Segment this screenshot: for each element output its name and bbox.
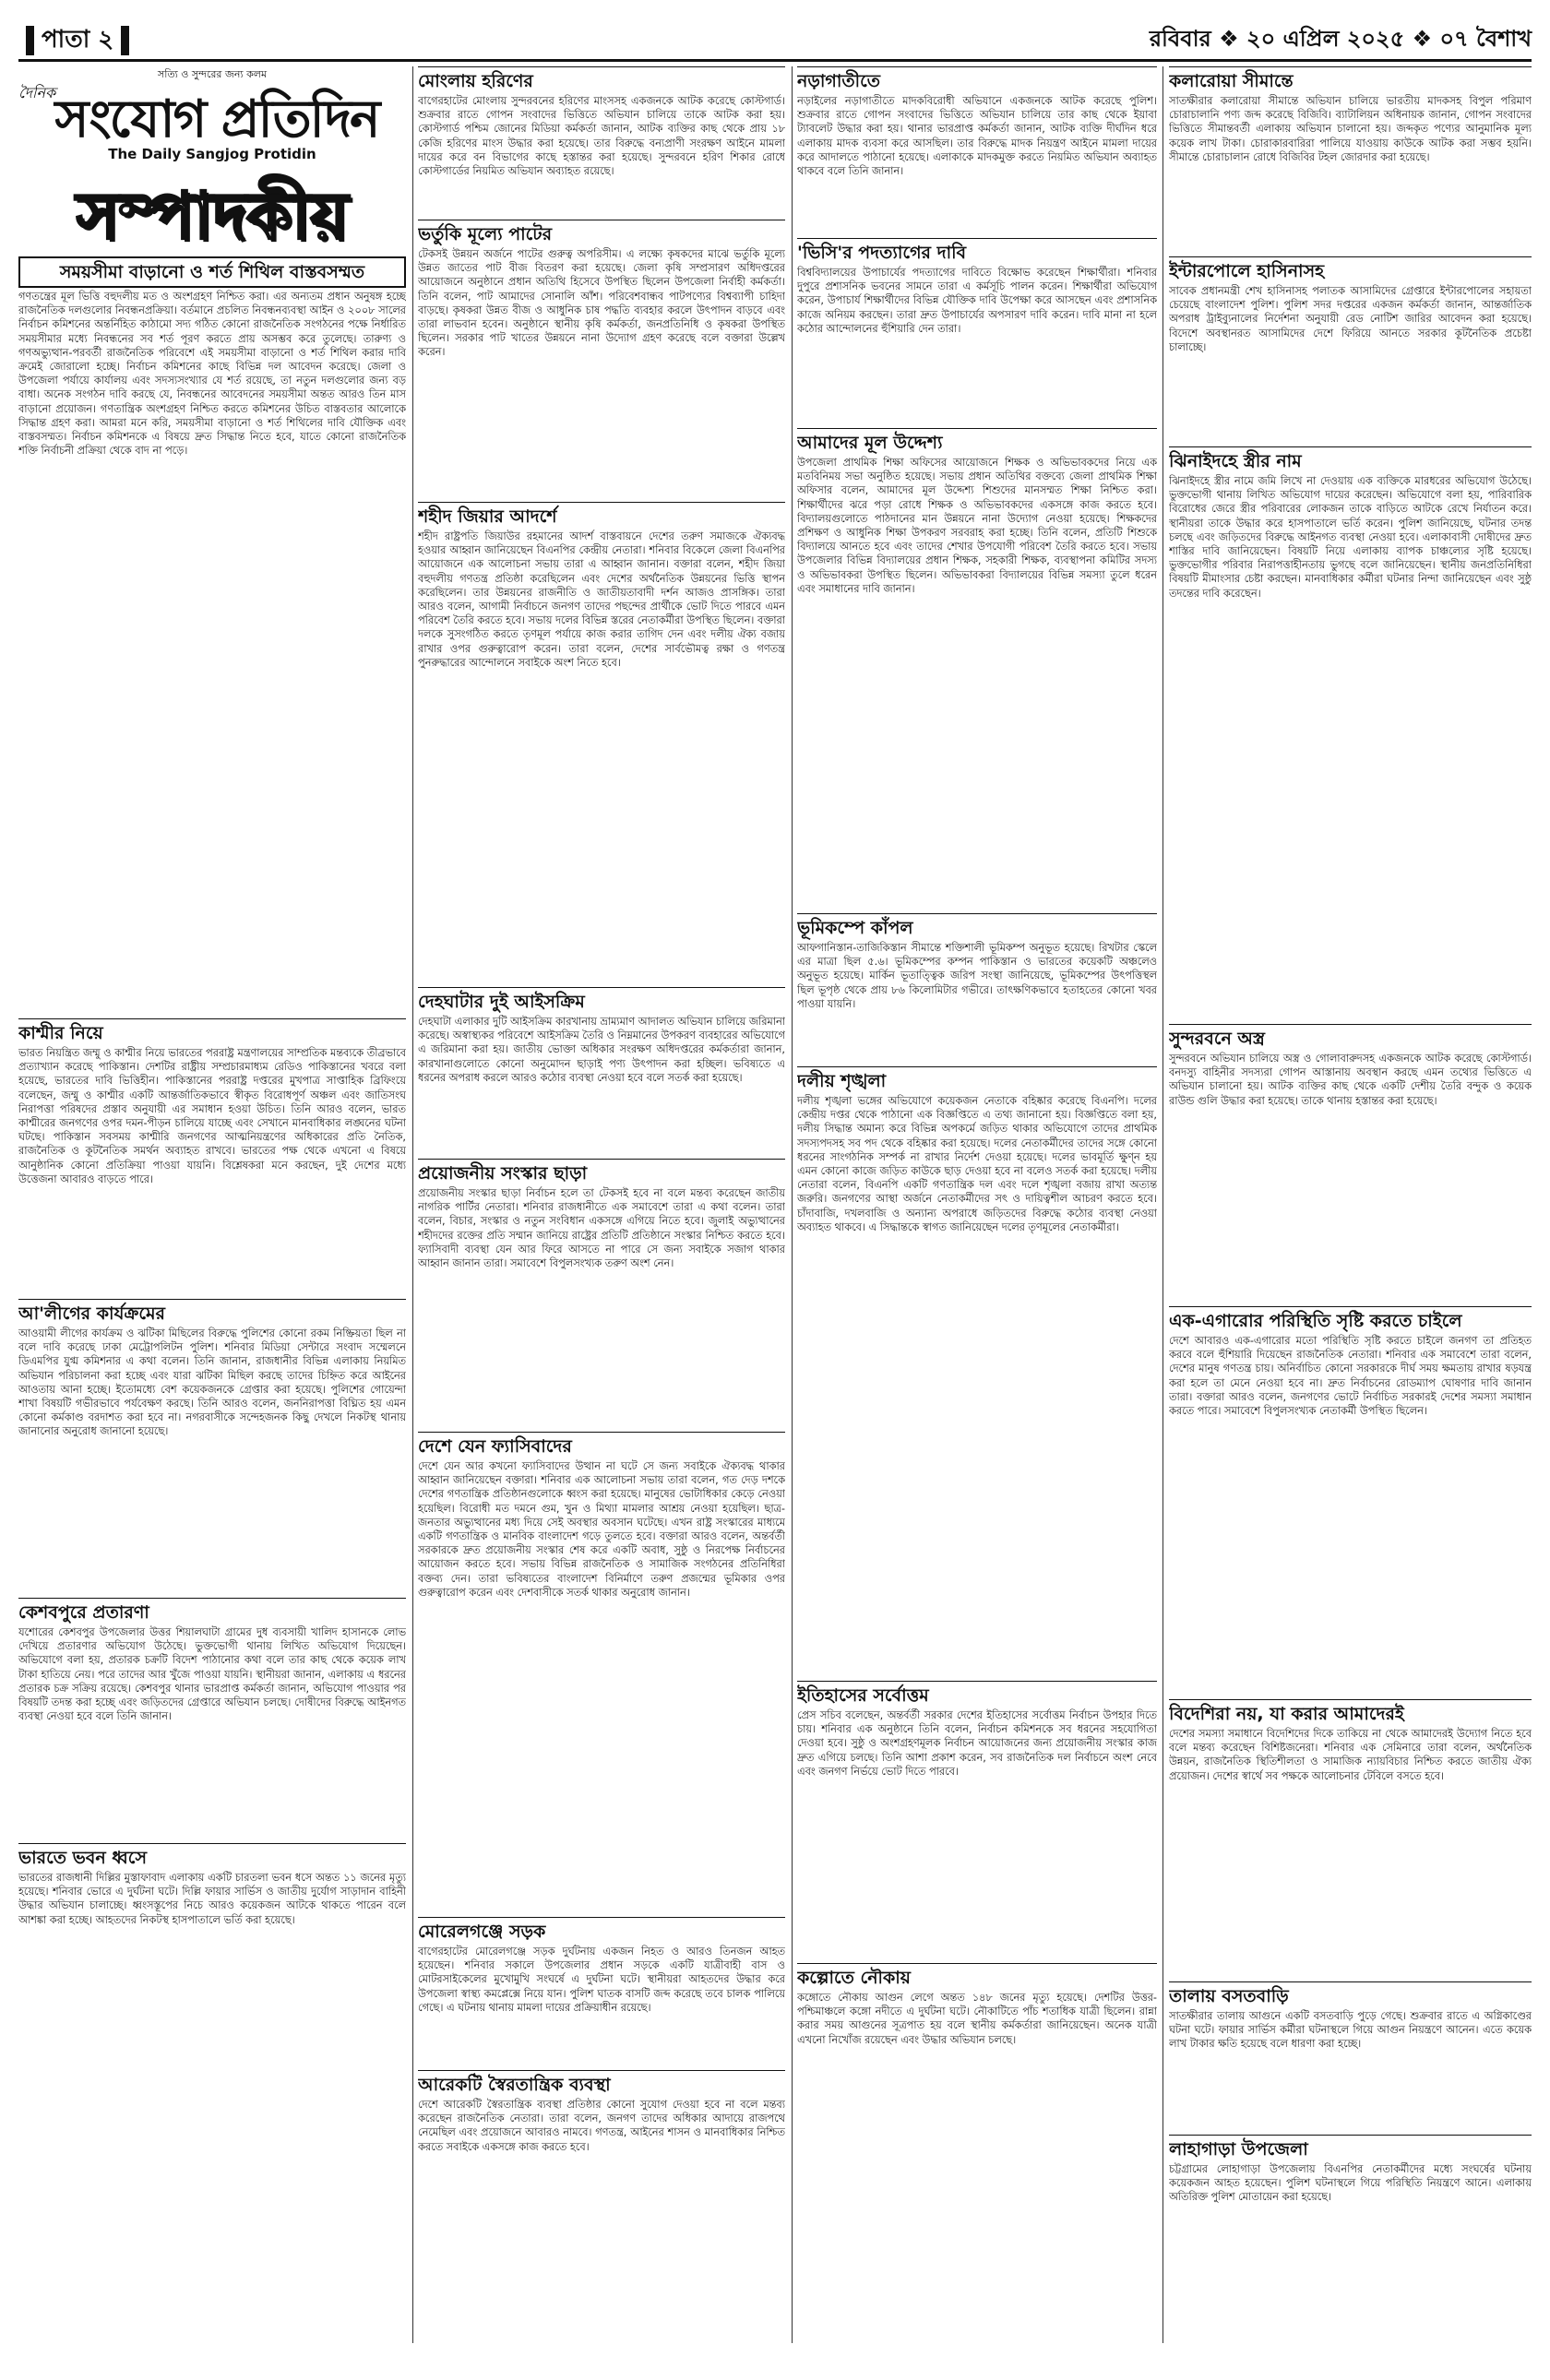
dateline: রবিবার ❖ ২০ এপ্রিল ২০২৫ ❖ ০৭ বৈশাখ	[1149, 26, 1532, 52]
article-body: ভারত নিয়ন্ত্রিত জম্মু ও কাশ্মীর নিয়ে ভারতের পররাষ্ট্র মন্ত্রণালয়ের সাম্প্রতিক মন্তব্যকে তীব্রভাবে প্রত্যাখ্যান করেছে পাকিস্তান। দেশটির রাষ্ট্রীয় সম্প্রচারমাধ্যম রেডিও পাকিস্তানের খবরে বলা হয়েছে, ভারতের দাবি ভিত্তিহীন। পাকিস্তানের পররাষ্ট্র দপ্তরের মুখপাত্র সাপ্তাহিক ব্রিফিংয়ে বলেছেন, জম্মু ও কাশ্মীর একটি আন্তর্জাতিকভাবে স্বীকৃত বিরোধপূর্ণ অঞ্চল এবং জাতিসংঘ নিরাপত্তা পরিষদের প্রস্তাব অনুযায়ী এর সমাধান হওয়া উচিত। তিনি আরও বলেন, ভারত কাশ্মীরের জনগণের ওপর দমন-পীড়ন চালিয়ে যাচ্ছে এবং সেখানে মানবাধিকার লঙ্ঘনের ঘটনা ঘটছে। পাকিস্তান সবসময় কাশ্মীরি জনগণের আত্মনিয়ন্ত্রণের অধিকারের প্রতি নৈতিক, রাজনৈতিক ও কূটনৈতিক সমর্থন অব্যাহত রাখবে। ভারতের পক্ষ থেকে এখনো এ বিষয়ে আনুষ্ঠানিক কোনো প্রতিক্রিয়া পাওয়া যায়নি। বিশ্লেষকরা মনে করছেন, দুই দেশের মধ্যে উত্তেজনা আবারও বাড়তে পারে।	[18, 1047, 406, 1185]
article-headline: লাহাগাড়া উপজেলা	[1169, 2135, 1532, 2160]
article	[1169, 1699, 1532, 1976]
article-body: দেশে যেন আর কখনো ফ্যাসিবাদের উত্থান না ঘটে সে জন্য সবাইকে ঐক্যবদ্ধ থাকার আহ্বান জানিয়েছেন বক্তারা। শনিবার এক আলোচনা সভায় তারা বলেন, গত দেড় দশকে দেশের গণতান্ত্রিক প্রতিষ্ঠানগুলোকে ধ্বংস করা হয়েছে। মানুষের ভোটাধিকার কেড়ে নেওয়া হয়েছিল। বিরোধী মত দমনে গুম, খুন ও মিথ্যা মামলার আশ্রয় নেওয়া হয়েছিল। ছাত্র-জনতার অভ্যুত্থানের মধ্য দিয়ে সেই অবস্থার অবসান ঘটেছে। এখন রাষ্ট্র সংস্কারের মাধ্যমে একটি গণতান্ত্রিক ও মানবিক বাংলাদেশ গড়ে তুলতে হবে। বক্তারা আরও বলেন, অন্তর্বর্তী সরকারকে দ্রুত প্রয়োজনীয় সংস্কার শেষ করে একটি অবাধ, সুষ্ঠু ও নিরপেক্ষ নির্বাচনের আয়োজন করতে হবে। সভায় বিভিন্ন রাজনৈতিক ও সামাজিক সংগঠনের প্রতিনিধিরা বক্তব্য দেন। তারা ভবিষ্যতের বাংলাদেশ বিনির্মাণে তরুণ প্রজন্মের ভূমিকার ওপর গুরুত্বারোপ করেন এবং দেশবাসীকে সতর্ক থাকার অনুরোধ জানান।	[418, 1460, 785, 1599]
article	[797, 238, 1157, 422]
article	[418, 1159, 785, 1426]
article-headline: ইতিহাসের সর্বোত্তম	[797, 1681, 1157, 1707]
article	[18, 1843, 406, 1954]
article-headline: আমাদের মূল উদ্দেশ্য	[797, 428, 1157, 454]
editorial-banner: সম্পাদকীয়	[76, 177, 349, 254]
article-body: শহীদ রাষ্ট্রপতি জিয়াউর রহমানের আদর্শ বাস্তবায়নে দেশের তরুণ সমাজকে ঐক্যবদ্ধ হওয়ার আহ্বান জানিয়েছেন বিএনপির কেন্দ্রীয় নেতারা। শনিবার বিকেলে জেলা বিএনপির আয়োজনে এক আলোচনা সভায় তারা এ আহ্বান জানান। বক্তারা বলেন, শহীদ জিয়া বহুদলীয় গণতন্ত্র প্রতিষ্ঠা করেছিলেন এবং দেশের অর্থনৈতিক উন্নয়নের ভিত্তি স্থাপন করেছিলেন। তার উন্নয়নের রাজনীতি ও জাতীয়তাবাদী দর্শন আজও প্রাসঙ্গিক। তারা আরও বলেন, আগামী নির্বাচনে জনগণ তাদের পছন্দের প্রার্থীকে ভোট দিতে পারবে এমন পরিবেশ তৈরি করতে হবে। সভায় দলের বিভিন্ন স্তরের নেতাকর্মীরা উপস্থিত ছিলেন। বক্তারা দলকে সুসংগঠিত করতে তৃণমূল পর্যায়ে কাজ করার তাগিদ দেন এবং দলীয় ঐক্য বজায় রাখার ওপর গুরুত্বারোপ করেন। তারা বলেন, দেশের সার্বভৌমত্ব রক্ষা ও গণতন্ত্র পুনরুদ্ধারের আন্দোলনে সবাইকে অংশ নিতে হবে।	[418, 530, 785, 669]
article	[1169, 2135, 1532, 2319]
masthead-daily: দৈনিক	[18, 84, 56, 101]
article	[418, 502, 785, 982]
article-body: দেশে আবারও এক-এগারোর মতো পরিস্থিতি সৃষ্টি করতে চাইলে জনগণ তা প্রতিহত করবে বলে হুঁশিয়ারি দিয়েছেন রাজনৈতিক নেতারা। শনিবার এক সমাবেশে তারা বলেন, দেশের মানুষ গণতন্ত্র চায়। অনির্বাচিত কোনো সরকারকে দীর্ঘ সময় ক্ষমতায় রাখার ষড়যন্ত্র করা হলে তা মেনে নেওয়া হবে না। দ্রুত নির্বাচনের রোডম্যাপ ঘোষণার দাবি জানান তারা। বক্তারা আরও বলেন, জনগণের ভোটে নির্বাচিত সরকারই দেশের সমস্যা সমাধান করতে পারে। সমাবেশে বিপুলসংখ্যক নেতাকর্মী উপস্থিত ছিলেন।	[1169, 1335, 1532, 1418]
article	[797, 1681, 1157, 1958]
article	[797, 428, 1157, 908]
article	[1169, 1024, 1532, 1301]
article-headline: এক-এগারোর পরিস্থিতি সৃষ্টি করতে চাইলে	[1169, 1306, 1532, 1332]
article	[418, 2070, 785, 2181]
article	[1169, 256, 1532, 441]
article	[797, 66, 1157, 232]
article-headline: মোংলায় হরিণের	[418, 66, 785, 92]
article-body: ঝিনাইদহে স্ত্রীর নামে জমি লিখে না দেওয়ায় এক ব্যক্তিকে মারধরের অভিযোগ উঠেছে। ভুক্তভোগী থানায় লিখিত অভিযোগ দায়ের করেছেন। অভিযোগে বলা হয়, পারিবারিক বিরোধের জেরে স্ত্রীর পরিবারের লোকজন তাকে বাড়িতে আটকে রেখে নির্যাতন করে। স্থানীয়রা তাকে উদ্ধার করে হাসপাতালে ভর্তি করেন। পুলিশ জানিয়েছে, ঘটনার তদন্ত চলছে এবং জড়িতদের বিরুদ্ধে আইনগত ব্যবস্থা নেওয়া হবে। এলাকাবাসী দোষীদের দ্রুত শাস্তির দাবি জানিয়েছেন। বিষয়টি নিয়ে এলাকায় ব্যাপক চাঞ্চল্যের সৃষ্টি হয়েছে। ভুক্তভোগীর পরিবার নিরাপত্তাহীনতায় ভুগছে বলে জানিয়েছেন। স্থানীয় জনপ্রতিনিধিরা বিষয়টি মীমাংসার চেষ্টা করছেন। মানবাধিকার কর্মীরা ঘটনার নিন্দা জানিয়েছেন এবং সুষ্ঠু তদন্তের দাবি করেছেন।	[1169, 475, 1532, 600]
article-body: চট্টগ্রামের লোহাগাড়া উপজেলায় বিএনপির নেতাকর্মীদের মধ্যে সংঘর্ষের ঘটনায় কয়েকজন আহত হয়েছেন। পুলিশ ঘটনাস্থলে গিয়ে পরিস্থিতি নিয়ন্ত্রণে আনে। এলাকায় অতিরিক্ত পুলিশ মোতায়েন করা হয়েছে।	[1169, 2163, 1532, 2204]
article	[418, 220, 785, 496]
article-body: সাতক্ষীরার কলারোয়া সীমান্তে অভিযান চালিয়ে ভারতীয় মাদকসহ বিপুল পরিমাণ চোরাচালানি পণ্য জব্দ করেছে বিজিবি। ব্যাটালিয়ন অধিনায়ক জানান, গোপন সংবাদের ভিত্তিতে সীমান্তবর্তী এলাকায় অভিযান চালানো হয়। জব্দকৃত পণ্যের আনুমানিক মূল্য কয়েক লাখ টাকা। চোরাকারবারিরা পালিয়ে যাওয়ায় কাউকে আটক করা সম্ভব হয়নি। সীমান্তে চোরাচালান রোধে বিজিবির টহল জোরদার করা হয়েছে।	[1169, 95, 1532, 163]
article	[418, 1917, 785, 2065]
article-body: যশোরের কেশবপুর উপজেলার উত্তর শিয়ালঘাটা গ্রামের দুধ ব্যবসায়ী খালিদ হাসানকে লোভ দেখিয়ে প্রতারণার অভিযোগ উঠেছে। ভুক্তভোগী থানায় লিখিত অভিযোগ দিয়েছেন। অভিযোগে বলা হয়, প্রতারক চক্রটি বিদেশ পাঠানোর কথা বলে তার কাছ থেকে কয়েক লাখ টাকা হাতিয়ে নেয়। পরে তাদের আর খুঁজে পাওয়া যায়নি। স্থানীয়রা জানান, এলাকায় এ ধরনের প্রতারক চক্র সক্রিয় রয়েছে। কেশবপুর থানার ভারপ্রাপ্ত কর্মকর্তা জানান, অভিযোগ পাওয়ার পর বিষয়টি তদন্ত করা হচ্ছে এবং জড়িতদের গ্রেপ্তারে অভিযান চলছে। দোষীদের বিরুদ্ধে আইনগত ব্যবস্থা নেওয়া হবে বলে তিনি জানান।	[18, 1626, 406, 1723]
article-headline: মোরেলগঞ্জে সড়ক	[418, 1917, 785, 1943]
article	[1169, 1981, 1532, 2129]
article-headline: ভর্তুকি মূল্যে পাটের	[418, 220, 785, 245]
newspaper-page	[18, 18, 1532, 2343]
article-body: প্রয়োজনীয় সংস্কার ছাড়া নির্বাচন হলে তা টেকসই হবে না বলে মন্তব্য করেছেন জাতীয় নাগরিক পার্টির নেতারা। শনিবার রাজধানীতে এক সমাবেশে তারা এ কথা বলেন। তারা বলেন, বিচার, সংস্কার ও নতুন সংবিধান একসঙ্গে এগিয়ে নিতে হবে। জুলাই অভ্যুত্থানের শহীদদের রক্তের প্রতি সম্মান জানিয়ে রাষ্ট্রের প্রতিটি প্রতিষ্ঠানে সংস্কার নিশ্চিত করতে হবে। ফ্যাসিবাদী ব্যবস্থা যেন আর ফিরে আসতে না পারে সে জন্য সবাইকে সজাগ থাকার আহ্বান জানান তারা। সমাবেশে বিপুলসংখ্যক তরুণ অংশ নেন।	[418, 1187, 785, 1270]
article-headline: 'ভিসি'র পদত্যাগের দাবি	[797, 238, 1157, 264]
article-headline: সময়সীমা বাড়ানো ও শর্ত শিথিল বাস্তবসম্মত	[18, 256, 406, 288]
column-rule	[412, 66, 413, 2343]
article-headline: ইন্টারপোলে হাসিনাসহ	[1169, 256, 1532, 282]
article-headline: কেশবপুরে প্রতারণা	[18, 1598, 406, 1624]
masthead-english: The Daily Sangjog Protidin	[108, 146, 316, 162]
article-headline: সুন্দরবনে অস্ত্র	[1169, 1024, 1532, 1050]
article-headline: কল্পোতে নৌকায়	[797, 1963, 1157, 1989]
article-body: কঙ্গোতে নৌকায় আগুন লেগে অন্তত ১৪৮ জনের মৃত্যু হয়েছে। দেশটির উত্তর-পশ্চিমাঞ্চলে কঙ্গো নদীতে এ দুর্ঘটনা ঘটে। নৌকাটিতে পাঁচ শতাধিক যাত্রী ছিলেন। রান্না করার সময় আগুনের সূত্রপাত হয় বলে স্থানীয় কর্মকর্তারা জানিয়েছেন। অনেক যাত্রী এখনো নিখোঁজ রয়েছেন এবং উদ্ধার অভিযান চলছে।	[797, 1992, 1157, 2046]
article-body: দেশে আরেকটি স্বৈরতান্ত্রিক ব্যবস্থা প্রতিষ্ঠার কোনো সুযোগ দেওয়া হবে না বলে মন্তব্য করেছেন রাজনৈতিক নেতারা। তারা বলেন, জনগণ তাদের অধিকার আদায়ে রাজপথে নেমেছিল এবং প্রয়োজনে আবারও নামবে। গণতন্ত্র, আইনের শাসন ও মানবাধিকার নিশ্চিত করতে সবাইকে একসঙ্গে কাজ করতে হবে।	[418, 2099, 785, 2153]
article	[18, 1299, 406, 1592]
article-headline: কলারোয়া সীমান্তে	[1169, 66, 1532, 92]
column-rule	[792, 66, 793, 2343]
article-body: বিশ্ববিদ্যালয়ের উপাচার্যের পদত্যাগের দাবিতে বিক্ষোভ করেছেন শিক্ষার্থীরা। শনিবার দুপুরে প্রশাসনিক ভবনের সামনে তারা এ কর্মসূচি পালন করেন। শিক্ষার্থীরা অভিযোগ করেন, উপাচার্য শিক্ষার্থীদের বিভিন্ন যৌক্তিক দাবি উপেক্ষা করে আসছেন এবং প্রশাসনিক কাজে অনিয়ম করছেন। তারা দ্রুত উপাচার্যের অপসারণ দাবি করেন। দাবি মানা না হলে কঠোর আন্দোলনের হুঁশিয়ারি দেন তারা।	[797, 267, 1157, 335]
article-body: দেশের সমস্যা সমাধানে বিদেশিদের দিকে তাকিয়ে না থেকে আমাদেরই উদ্যোগ নিতে হবে বলে মন্তব্য করেছেন বিশিষ্টজনেরা। শনিবার এক সেমিনারে তারা বলেন, অর্থনৈতিক উন্নয়ন, রাজনৈতিক স্থিতিশীলতা ও সামাজিক ন্যায়বিচার নিশ্চিত করতে জাতীয় ঐক্য প্রয়োজন। দেশের স্বার্থে সব পক্ষকে আলোচনার টেবিলে বসতে হবে।	[1169, 1728, 1532, 1782]
article-body: বাগেরহাটের মোরেলগঞ্জে সড়ক দুর্ঘটনায় একজন নিহত ও আরও তিনজন আহত হয়েছেন। শনিবার সকালে উপজেলার প্রধান সড়কে একটি যাত্রীবাহী বাস ও মোটরসাইকেলের মুখোমুখি সংঘর্ষে এ দুর্ঘটনা ঘটে। স্থানীয়রা আহতদের উদ্ধার করে উপজেলা স্বাস্থ্য কমপ্লেক্সে নিয়ে যান। পুলিশ ঘাতক বাসটি জব্দ করেছে তবে চালক পালিয়ে গেছে। এ ঘটনায় থানায় মামলা দায়ের প্রক্রিয়াধীন রয়েছে।	[418, 1946, 785, 2014]
article-body: সাতক্ষীরার তালায় আগুনে একটি বসতবাড়ি পুড়ে গেছে। শুক্রবার রাতে এ অগ্নিকাণ্ডের ঘটনা ঘটে। ফায়ার সার্ভিস কর্মীরা ঘটনাস্থলে গিয়ে আগুন নিয়ন্ত্রণে আনেন। এতে কয়েক লাখ টাকার ক্ষতি হয়েছে বলে ধারণা করা হচ্ছে।	[1169, 2010, 1532, 2051]
page-number: পাতা ২	[18, 20, 137, 61]
article-headline: ঝিনাইদহে স্ত্রীর নাম	[1169, 446, 1532, 472]
article	[1169, 66, 1532, 251]
article	[418, 66, 785, 214]
article-headline: দেহঘাটার দুই আইসক্রিম	[418, 987, 785, 1013]
page-header	[18, 18, 1532, 62]
column-rule	[1162, 66, 1163, 2343]
article-headline: বিদেশিরা নয়, যা করার আমাদেরই	[1169, 1699, 1532, 1725]
article-headline: ভূমিকম্পে কাঁপল	[797, 913, 1157, 939]
article-headline: কাশ্মীর নিয়ে	[18, 1018, 406, 1044]
article-headline: তালায় বসতবাড়ি	[1169, 1981, 1532, 2007]
article-body: সাবেক প্রধানমন্ত্রী শেখ হাসিনাসহ পলাতক আসামিদের গ্রেপ্তারে ইন্টারপোলের সহায়তা চেয়েছে বাংলাদেশ পুলিশ। পুলিশ সদর দপ্তরের একজন কর্মকর্তা জানান, আন্তর্জাতিক অপরাধ ট্রাইব্যুনালের নির্দেশনা অনুযায়ী রেড নোটিশ জারির আবেদন করা হয়েছে। বিদেশে অবস্থানরত আসামিদের দেশে ফিরিয়ে আনতে সরকার কূটনৈতিক প্রচেষ্টা চালাচ্ছে।	[1169, 285, 1532, 353]
article-headline: আ'লীগের কার্যক্রমের	[18, 1299, 406, 1325]
article-body: দলীয় শৃঙ্খলা ভঙ্গের অভিযোগে কয়েকজন নেতাকে বহিষ্কার করেছে বিএনপি। দলের কেন্দ্রীয় দপ্তর থেকে পাঠানো এক বিজ্ঞপ্তিতে এ তথ্য জানানো হয়। বিজ্ঞপ্তিতে বলা হয়, দলীয় সিদ্ধান্ত অমান্য করে বিভিন্ন অপকর্মে জড়িত থাকার অভিযোগে তাদের প্রাথমিক সদস্যপদসহ সব পদ থেকে বহিষ্কার করা হয়েছে। দলের নেতাকর্মীদের তাদের সঙ্গে কোনো ধরনের সাংগঠনিক সম্পর্ক না রাখার নির্দেশ দেওয়া হয়েছে। দলের ভাবমূর্তি ক্ষুণ্ন হয় এমন কোনো কাজে জড়িত কাউকে ছাড় দেওয়া হবে না বলেও সতর্ক করা হয়েছে। দলীয় নেতারা বলেন, বিএনপি একটি গণতান্ত্রিক দল এবং দলে শৃঙ্খলা বজায় রাখা অত্যন্ত জরুরি। জনগণের আস্থা অর্জনে নেতাকর্মীদের সৎ ও দায়িত্বশীল আচরণ করতে হবে। চাঁদাবাজি, দখলবাজি ও অন্যান্য অপরাধে জড়িতদের বিরুদ্ধে কঠোর ব্যবস্থা নেওয়া অব্যাহত থাকবে। এ সিদ্ধান্তকে স্বাগত জানিয়েছেন দলের তৃণমূলের নেতাকর্মীরা।	[797, 1095, 1157, 1233]
article	[797, 1066, 1157, 1675]
article-body: উপজেলা প্রাথমিক শিক্ষা অফিসের আয়োজনে শিক্ষক ও অভিভাবকদের নিয়ে এক মতবিনিময় সভা অনুষ্ঠিত হয়েছে। সভায় প্রধান অতিথির বক্তব্যে জেলা প্রাথমিক শিক্ষা অফিসার বলেন, আমাদের মূল উদ্দেশ্য শিশুদের মানসম্মত শিক্ষা নিশ্চিত করা। শিক্ষার্থীদের ঝরে পড়া রোধে শিক্ষক ও অভিভাবকদের একসঙ্গে কাজ করতে হবে। বিদ্যালয়গুলোতে পাঠদানের মান উন্নয়নে নানা উদ্যোগ নেওয়া হয়েছে। শিক্ষকদের প্রশিক্ষণ ও আধুনিক শিক্ষা উপকরণ সরবরাহ করা হচ্ছে। তিনি বলেন, প্রতিটি শিশুকে বিদ্যালয়ে আনতে হবে এবং তাদের শেখার উপযোগী পরিবেশ তৈরি করতে হবে। সভায় উপজেলার বিভিন্ন বিদ্যালয়ের প্রধান শিক্ষক, সহকারী শিক্ষক, ব্যবস্থাপনা কমিটির সদস্য ও অভিভাবকরা উপস্থিত ছিলেন। অভিভাবকরা বিদ্যালয়ের বিভিন্ন সমস্যা তুলে ধরেন এবং সমাধানের দাবি জানান।	[797, 457, 1157, 595]
article	[18, 256, 406, 1013]
article-headline: আরেকটি স্বৈরতান্ত্রিক ব্যবস্থা	[418, 2070, 785, 2096]
article-headline: শহীদ জিয়ার আদর্শে	[418, 502, 785, 528]
article-body: নড়াইলের নড়াগাতীতে মাদকবিরোধী অভিযানে একজনকে আটক করেছে পুলিশ। শুক্রবার রাতে গোপন সংবাদের ভিত্তিতে অভিযান চালিয়ে তার কাছ থেকে ইয়াবা ট্যাবলেট উদ্ধার করা হয়। থানার ভারপ্রাপ্ত কর্মকর্তা জানান, আটক ব্যক্তি দীর্ঘদিন ধরে এলাকায় মাদক ব্যবসা করে আসছিল। তার বিরুদ্ধে মাদক নিয়ন্ত্রণ আইনে মামলা দায়ের করে আদালতে পাঠানো হয়েছে। এলাকাকে মাদকমুক্ত করতে নিয়মিত অভিযান অব্যাহত থাকবে বলে তিনি জানান।	[797, 95, 1157, 178]
article-body: ভারতের রাজধানী দিল্লির মুস্তাফাবাদ এলাকায় একটি চারতলা ভবন ধসে অন্তত ১১ জনের মৃত্যু হয়েছে। শনিবার ভোরে এ দুর্ঘটনা ঘটে। দিল্লি ফায়ার সার্ভিস ও জাতীয় দুর্যোগ সাড়াদান বাহিনী উদ্ধার অভিযান চালাচ্ছে। ধ্বংসস্তূপের নিচে আরও কয়েকজন আটকে থাকতে পারেন বলে আশঙ্কা করা হচ্ছে। আহতদের নিকটস্থ হাসপাতালে ভর্তি করা হয়েছে।	[18, 1872, 406, 1926]
article	[418, 987, 785, 1153]
masthead-tagline: সত্যি ও সুন্দরের জন্য কলম	[157, 68, 268, 80]
masthead	[18, 66, 406, 168]
article	[1169, 446, 1532, 1018]
article	[418, 1432, 785, 1911]
article	[1169, 1306, 1532, 1694]
article	[18, 1018, 406, 1291]
article-headline: প্রয়োজনীয় সংস্কার ছাড়া	[418, 1159, 785, 1184]
article-body: সুন্দরবনে অভিযান চালিয়ে অস্ত্র ও গোলাবারুদসহ একজনকে আটক করেছে কোস্টগার্ড। বনদস্যু বাহিনীর সদস্যরা গোপন আস্তানায় অবস্থান করছে এমন তথ্যের ভিত্তিতে এ অভিযান চালানো হয়। আটক ব্যক্তির কাছ থেকে একটি দেশীয় তৈরি বন্দুক ও কয়েক রাউন্ড গুলি উদ্ধার করা হয়েছে। তাকে থানায় হস্তান্তর করা হয়েছে।	[1169, 1053, 1532, 1107]
article-body: আওয়ামী লীগের কার্যক্রম ও ঝটিকা মিছিলের বিরুদ্ধে পুলিশের কোনো রকম নিষ্ক্রিয়তা ছিল না বলে দাবি করেছে ঢাকা মেট্রোপলিটন পুলিশ। শনিবার মিডিয়া সেন্টারে সংবাদ সম্মেলনে ডিএমপির যুগ্ম কমিশনার এ কথা বলেন। তিনি জানান, রাজধানীর বিভিন্ন এলাকায় নিয়মিত অভিযান পরিচালনা করা হচ্ছে এবং যারা ঝটিকা মিছিল করছে তাদের চিহ্নিত করে আইনের আওতায় আনা হচ্ছে। ইতোমধ্যে বেশ কয়েকজনকে গ্রেপ্তার করা হয়েছে। পুলিশের গোয়েন্দা শাখা বিষয়টি গভীরভাবে পর্যবেক্ষণ করছে। তিনি আরও বলেন, জননিরাপত্তা বিঘ্নিত হয় এমন কোনো কর্মকাণ্ড বরদাশত করা হবে না। নগরবাসীকে সন্দেহজনক কিছু দেখলে নিকটস্থ থানায় জানানোর অনুরোধ জানানো হয়েছে।	[18, 1327, 406, 1438]
article-body: টেকসই উন্নয়ন অর্জনে পাটের গুরুত্ব অপরিসীম। এ লক্ষ্যে কৃষকদের মাঝে ভর্তুকি মূল্যে উন্নত জাতের পাট বীজ বিতরণ করা হয়েছে। জেলা কৃষি সম্প্রসারণ অধিদপ্তরের আয়োজনে অনুষ্ঠানে প্রধান অতিথি হিসেবে উপস্থিত ছিলেন উপজেলা নির্বাহী কর্মকর্তা। তিনি বলেন, পাট আমাদের সোনালি আঁশ। পরিবেশবান্ধব পাটপণ্যের বিশ্বব্যাপী চাহিদা বাড়ছে। কৃষকরা উন্নত বীজ ও আধুনিক চাষ পদ্ধতি ব্যবহার করলে উৎপাদন বাড়বে এবং তারা লাভবান হবেন। অনুষ্ঠানে স্থানীয় কৃষি কর্মকর্তা, জনপ্রতিনিধি ও কৃষকরা উপস্থিত ছিলেন। সরকার পাট খাতের উন্নয়নে নানা উদ্যোগ গ্রহণ করেছে বলে বক্তারা উল্লেখ করেন।	[418, 248, 785, 359]
article-body: আফগানিস্তান-তাজিকিস্তান সীমান্তে শক্তিশালী ভূমিকম্প অনুভূত হয়েছে। রিখটার স্কেলে এর মাত্রা ছিল ৫.৬। ভূমিকম্পের কম্পন পাকিস্তান ও ভারতের কয়েকটি অঞ্চলেও অনুভূত হয়েছে। মার্কিন ভূতাত্ত্বিক জরিপ সংস্থা জানিয়েছে, ভূমিকম্পের উৎপত্তিস্থল ছিল ভূপৃষ্ঠ থেকে প্রায় ৮৬ কিলোমিটার গভীরে। তাৎক্ষণিকভাবে হতাহতের কোনো খবর পাওয়া যায়নি।	[797, 942, 1157, 1010]
article-headline: নড়াগাতীতে	[797, 66, 1157, 92]
article	[797, 913, 1157, 1061]
article-body: বাগেরহাটের মোংলায় সুন্দরবনের হরিণের মাংসসহ একজনকে আটক করেছে কোস্টগার্ড। শুক্রবার রাতে গোপন সংবাদের ভিত্তিতে অভিযান চালিয়ে তাকে আটক করা হয়। কোস্টগার্ড পশ্চিম জোনের মিডিয়া কর্মকর্তা জানান, আটক ব্যক্তির কাছ থেকে প্রায় ১৮ কেজি হরিণের মাংস উদ্ধার করা হয়েছে। তার বিরুদ্ধে বন্যপ্রাণী সংরক্ষণ আইনে মামলা দায়ের করে বন বিভাগের কাছে হস্তান্তর করা হয়েছে। সুন্দরবনে হরিণ শিকার রোধে কোস্টগার্ডের নিয়মিত অভিযান অব্যাহত রয়েছে।	[418, 95, 785, 178]
article-body: দেহঘাটা এলাকার দুটি আইসক্রিম কারখানায় ভ্রাম্যমাণ আদালত অভিযান চালিয়ে জরিমানা করেছে। অস্বাস্থ্যকর পরিবেশে আইসক্রিম তৈরি ও নিম্নমানের উপকরণ ব্যবহারের অভিযোগে এ জরিমানা করা হয়। জাতীয় ভোক্তা অধিকার সংরক্ষণ অধিদপ্তরের কর্মকর্তারা জানান, কারখানাগুলোতে কোনো অনুমোদন ছাড়াই পণ্য উৎপাদন করা হচ্ছিল। ভবিষ্যতে এ ধরনের অপরাধ করলে আরও কঠোর ব্যবস্থা নেওয়া হবে বলে সতর্ক করা হয়েছে।	[418, 1016, 785, 1084]
article-headline: দেশে যেন ফ্যাসিবাদের	[418, 1432, 785, 1458]
article-headline: দলীয় শৃঙ্খলা	[797, 1066, 1157, 1092]
article	[797, 1963, 1157, 2148]
article-body: প্রেস সচিব বলেছেন, অন্তর্বর্তী সরকার দেশের ইতিহাসের সর্বোত্তম নির্বাচন উপহার দিতে চায়। শনিবার এক অনুষ্ঠানে তিনি বলেন, নির্বাচন কমিশনকে সব ধরনের সহযোগিতা দেওয়া হবে। সুষ্ঠু ও অংশগ্রহণমূলক নির্বাচন আয়োজনের জন্য প্রয়োজনীয় সংস্কার কাজ দ্রুত এগিয়ে চলছে। তিনি আশা প্রকাশ করেন, সব রাজনৈতিক দল নির্বাচনে অংশ নেবে এবং জনগণ নির্ভয়ে ভোট দিতে পারবে।	[797, 1709, 1157, 1778]
article-body: গণতন্ত্রের মূল ভিত্তি বহুদলীয় মত ও অংশগ্রহণ নিশ্চিত করা। এর অন্যতম প্রধান অনুষঙ্গ হচ্ছে রাজনৈতিক দলগুলোর নিবন্ধনপ্রক্রিয়া। বর্তমানে প্রচলিত নিবন্ধনব্যবস্থা আইন ও ২০০৮ সালের নির্বাচন কমিশনের অন্তর্নিহিত কাঠামো সদ্য গঠিত কোনো রাজনৈতিক সংগঠনের পক্ষে নির্ধারিত সময়সীমার মধ্যে নিবন্ধনের সব শর্ত পূরণ করতে প্রায় অসম্ভব করে তুলেছে। তারুণ্য ও গণঅভ্যুত্থান-পরবর্তী রাজনৈতিক পরিবেশে এই সময়সীমা বাড়ানো ও শর্ত শিথিল করার দাবি ক্রমেই জোরালো হচ্ছে। নির্বাচন কমিশনের কাছে বিভিন্ন দল আবেদন করেছে। জেলা ও উপজেলা পর্যায়ে কার্যালয় এবং সদস্যসংখ্যার যে শর্ত রয়েছে, তা নতুন দলগুলোর জন্য বড় বাধা। অনেক সংগঠন দাবি করছে যে, নিবন্ধনের আবেদনের সময়সীমা অন্তত আরও তিন মাস বাড়ানো প্রয়োজন। গণতান্ত্রিক অংশগ্রহণ নিশ্চিত করতে কমিশনের উচিত বাস্তবতার আলোকে সিদ্ধান্ত গ্রহণ করা। আমরা মনে করি, সময়সীমা বাড়ানো ও শর্ত শিথিলের দাবি যৌক্তিক এবং বাস্তবসম্মত। নির্বাচন কমিশনকে এ বিষয়ে দ্রুত সিদ্ধান্ত নিতে হবে, যাতে কোনো রাজনৈতিক শক্তি নির্বাচনী প্রক্রিয়া থেকে বাদ না পড়ে।	[18, 291, 406, 458]
masthead-title: সংযোগ প্রতিদিন	[54, 89, 379, 149]
article	[18, 1598, 406, 1838]
article-headline: ভারতে ভবন ধ্বসে	[18, 1843, 406, 1869]
